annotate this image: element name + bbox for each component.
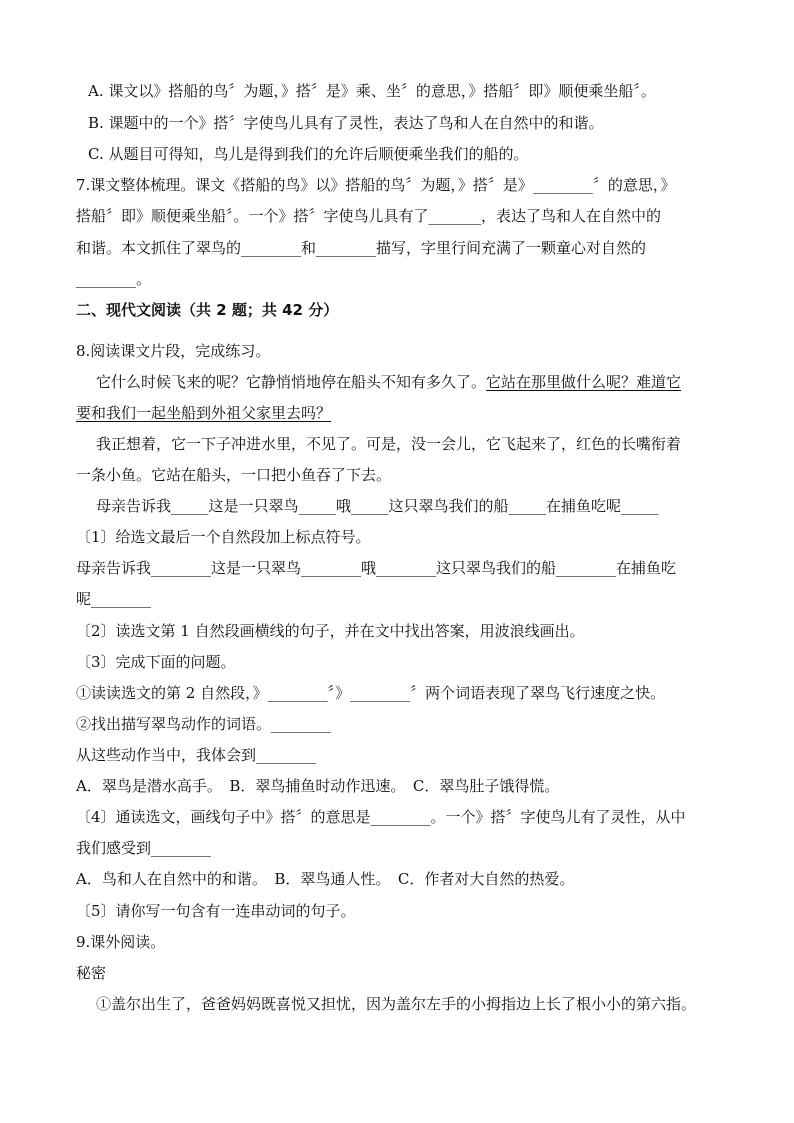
q9-paragraph-1: ①盖尔出生了，爸爸妈妈既喜悦又担忧，因为盖尔左手的小拇指边上长了根小小的第六指。 <box>96 995 697 1013</box>
q8-sub3-options: A．翠鸟是潜水高手。 B．翠鸟捕鱼时动作迅速。 C．翠鸟肚子饿得慌。 <box>76 777 560 795</box>
q6-option-b: B. 课题中的一个》搭〞字使鸟儿具有了灵性，表达了鸟和人在自然中的和谐。 <box>88 114 604 132</box>
q8-intro: 8.阅读课文片段，完成练习。 <box>76 342 271 360</box>
q8-sub4-line1: 〔4〕通读选文，画线句子中》搭〞的意思是________。一个》搭〞字使鸟儿有了灵性，从中 <box>76 808 686 826</box>
q8-passage-p2-line2: 一条小鱼。它站在船头，一口把小鱼吞了下去。 <box>76 466 392 484</box>
q6-option-c: C. 从题目可得知，鸟儿是得到我们的允许后顺便乘坐我们的船的。 <box>88 145 529 163</box>
q8-passage-p2-line1: 我正想着，它一下子冲进水里，不见了。可是，没一会儿，它飞起来了，红色的长嘴衔着 <box>96 435 682 453</box>
q8-sub4-options: A．鸟和人在自然中的和谐。 B．翠鸟通人性。 C．作者对大自然的热爱。 <box>76 870 575 888</box>
q8-sub3-q1: ①读读选文的第 2 自然段，》________〞》________〞两个词语表现了翠鸟飞行速度之快。 <box>76 684 666 702</box>
q7-line-2: 搭船〞即》顺便乘坐船〞。一个》搭〞字使鸟儿具有了_______，表达了鸟和人在自然中的 <box>76 207 662 225</box>
section-heading: 二、现代文阅读（共 2 题；共 42 分） <box>76 301 339 319</box>
q7-line-1: 7.课文整体梳理。课文《搭船的鸟》以》搭船的鸟〞为题，》搭〞是》________〞的意思，》 <box>76 176 676 194</box>
q9-intro: 9.课外阅读。 <box>76 933 166 951</box>
q8-sub2: 〔2〕读选文第 1 自然段画横线的句子，并在文中找出答案，用波浪线画出。 <box>76 622 585 640</box>
q7-line-3: 和谐。本文抓住了翠鸟的________和________描写，字里行间充满了一颗童心对自然的 <box>76 239 647 257</box>
q8-sub1-answer-line1: 母亲告诉我________这是一只翠鸟________哦________这只翠鸟我们的船________在捕鱼吃 <box>76 559 677 577</box>
q8-sub1-answer-line2: 呢________ <box>76 590 152 608</box>
q8-sub3: 〔3〕完成下面的问题。 <box>76 653 236 671</box>
q7-line-4: ________。 <box>76 270 152 288</box>
q8-passage-p3: 母亲告诉我_____这是一只翠鸟_____哦_____这只翠鸟我们的船_____在捕鱼吃呢_____ <box>96 497 659 515</box>
q9-title: 秘密 <box>76 964 107 982</box>
underlined-sentence: 它站在那里做什么呢？难道它 <box>486 373 682 391</box>
q8-sub3-q2: ②找出描写翠鸟动作的词语。________ <box>76 715 332 733</box>
q8-sub5: 〔5〕请你写一句含有一连串动词的句子。 <box>76 902 356 920</box>
q8-passage-p1-line1 <box>96 372 736 392</box>
q8-sub1: 〔1〕给选文最后一个自然段加上标点符号。 <box>76 528 371 546</box>
q8-sub4-line2: 我们感受到________ <box>76 839 212 857</box>
q8-passage-p1-plain: 它什么时候飞来的呢？它静悄悄地停在船头不知有多久了。 <box>96 373 487 391</box>
q8-sub3-q3: 从这些动作当中，我体会到________ <box>76 746 317 764</box>
q8-passage-p1-line2 <box>76 403 736 423</box>
underlined-sentence-cont: 要和我们一起坐船到外祖父家里去吗？ <box>76 404 332 422</box>
q6-option-a: A. 课文以》搭船的鸟〞为题，》搭〞是》乘、坐〞的意思，》搭船〞即》顺便乘坐船〞。 <box>88 82 656 100</box>
